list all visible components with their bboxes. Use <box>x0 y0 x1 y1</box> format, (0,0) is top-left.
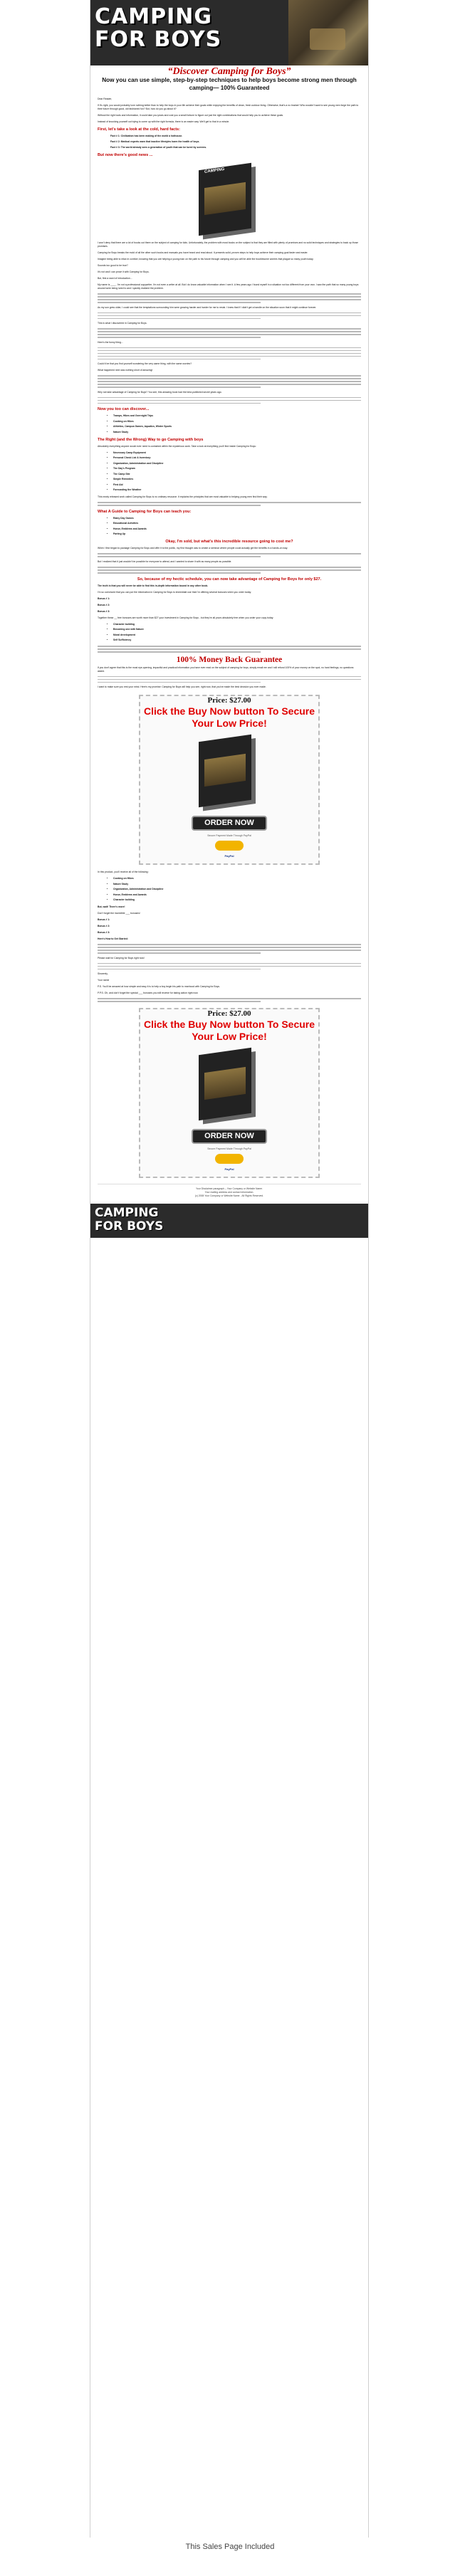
list-item: • Self Sufficiency <box>113 638 361 642</box>
paypal-badge <box>215 1154 244 1164</box>
closing-paragraph-5: Please wait for Camping for Boys right now! <box>98 956 145 960</box>
list-item: • Honor, Emblems and Awards <box>113 893 361 897</box>
story-paragraph-4: Here's the funny thing... <box>98 340 123 344</box>
cost-paragraph-1: When I first began to package Camping for Boys and offer it to the public, my first thought was to create a seminar where people could actually get the benefits in a hands-on way. <box>98 547 288 550</box>
contents-list <box>113 451 361 493</box>
order-cta: Click the Buy Now button To Secure Your Low Price! <box>143 705 315 730</box>
body-text-block <box>98 553 361 557</box>
order-price: Price: $27.00 <box>207 696 251 705</box>
body-text-block <box>98 502 361 506</box>
bonus-3: Bonus # 3: <box>98 609 110 613</box>
guarantee-heading: 100% Money Back Guarantee <box>176 655 283 664</box>
fact-2: Fact # 2: Medical experts warn that inactive lifestyles harm the health of boys. <box>110 140 200 143</box>
fact-3: Fact # 3: The world already sees a generation of youth that can be lured by screens. <box>110 146 207 149</box>
list-item: • Becoming one with Nature <box>113 628 361 631</box>
body-text-block <box>98 328 361 338</box>
secure-payment-text: Secure Payment Made Through PayPal <box>207 1147 251 1150</box>
guide-heading: What A Guide to Camping for Boys can teach you: <box>98 509 192 514</box>
list-item: • The Camp Site <box>113 473 361 476</box>
good-news-paragraph-4: Sounds too good to be true? <box>98 264 128 267</box>
bonus-1: Bonus # 1: <box>98 596 110 600</box>
list-item: • Athletics, Campus Games, Aquatics, Winter Sports <box>113 425 361 429</box>
site-logo <box>95 6 221 51</box>
body-text-block <box>98 567 361 574</box>
facts-heading: First, let's take a look at the cold, hard facts: <box>98 127 180 132</box>
discover-heading: Now you too can discover... <box>98 407 150 412</box>
story-paragraph-6: What happened next was nothing short of amazing! <box>98 369 153 372</box>
paypal-badge <box>215 841 244 851</box>
list-item: • Cooking on Hikes <box>113 877 361 880</box>
sales-page <box>90 0 369 2538</box>
story-paragraph-1: My name is ____. I'm not a professional copywriter. I'm not even a writer at all. But I do know valuable information when I see it. A few years ago I found myself in a situation not too different from your own. I saw the path that so many young boys around were being lured to and I quickly realized the problem. <box>98 283 359 290</box>
story-paragraph-3: This is what I discovered in Camping for Boys. <box>98 322 147 325</box>
good-news-heading: But now there's good news ... <box>98 153 153 157</box>
order-price: Price: $27.00 <box>207 1009 251 1018</box>
page-caption: This Sales Page Included <box>185 2543 275 2551</box>
signature-name: Your name <box>98 979 110 982</box>
logo-line-1: CAMPING <box>95 4 212 29</box>
list-item: • Cooking on Hikes <box>113 420 361 424</box>
good-news-paragraph-3: Imagine being able to relax in comfort, knowing that you are helping a young man on the path to his future through camping and you will be able the troublesome worries that plague so many youth today. <box>98 258 314 261</box>
book-cover <box>199 735 251 807</box>
list-item: • Parting Up <box>113 532 361 536</box>
story-paragraph-2: As my son grew older, I could see that the temptations surrounding him were growing harder and harder for me to resist. I knew that if I didn't get a handle on the situation soon that it might continue forever. <box>98 305 317 309</box>
body-text-block <box>98 397 361 404</box>
body-text-block <box>98 646 361 653</box>
footer-line-2: Your mailing address and contact information. <box>204 1190 254 1194</box>
list-item: • Rainy Day Games <box>113 517 361 520</box>
greeting: Dear Reader, <box>98 98 113 100</box>
intro-paragraph-3: Instead of knocking yourself out trying to come up with the right formula, there is an easier way. We'll get to that in a minute. <box>98 120 230 123</box>
list-item: • The Day's Program <box>113 467 361 470</box>
footer <box>98 1184 361 1198</box>
right-tool-heading: The Right (and the Wrong) Way to go Camping with boys <box>98 437 204 442</box>
secure-payment-text: Secure Payment Made Through PayPal <box>207 834 251 838</box>
body-text-block <box>98 347 361 360</box>
list-item: • Organization, Administration and Discipline <box>113 888 361 891</box>
story-paragraph-5: Could it be that you find yourself wondering the very same thing, with the same worries? <box>98 362 192 366</box>
list-item: • Tramps, Hikes and Overnight Trips <box>113 414 361 418</box>
footer-line-3: (c) 2008 Your Company or Website Name - All Rights Reserved. <box>194 1194 264 1197</box>
footer-line-1: Your Disclaimer paragraph – Your Company or Website Name. <box>195 1187 263 1190</box>
headline: “Discover Camping for Boys” <box>167 66 291 77</box>
closing-bonus-1: Bonus # 1: <box>98 918 110 922</box>
list-item: • Educational Activities <box>113 522 361 525</box>
list-item: • First Aid <box>113 483 361 487</box>
bonus-2: Bonus # 2: <box>98 603 110 606</box>
list-item: • Simple Remedies <box>113 478 361 481</box>
body-text-block <box>98 676 361 683</box>
closing-paragraph-1: In this product, you'll receive all of the following: <box>98 871 149 874</box>
closing-paragraph-4: Here's How to Get Started: <box>98 937 128 941</box>
body-text-block <box>98 293 361 303</box>
post-postscript: P.P.S. Oh, and don't forget the special ___ bonuses you will receive for taking action right now. <box>98 992 199 995</box>
paypal-label: PayPal <box>224 854 234 858</box>
guarantee-paragraph-1: If you don't agree that this is the most eye-opening, impactful and practical information you have ever read on the subject of camping for boys, simply email me and I will refund 100% of your money on the spot, no hard feelings, no questions asked. <box>98 666 354 673</box>
good-news-paragraph-6: But, first a word of introduction... <box>98 277 132 280</box>
logo-line-2: FOR BOYS <box>95 27 222 52</box>
order-book-image <box>183 1047 276 1122</box>
list-item: • Necessary Camp Equipment <box>113 451 361 455</box>
discover-list <box>113 414 361 434</box>
header-photo <box>288 0 368 65</box>
fact-1: Fact # 1: Civilization has been making of the world a hothouse. <box>110 135 183 137</box>
price-statement: So, because of my hectic schedule, you can now take advantage of Camping for Boys for only $27. <box>137 577 322 582</box>
footer-banner <box>90 1204 368 1238</box>
cost-heading: Okay, I'm sold, but what's this incredible resource going to cost me? <box>165 540 293 545</box>
guarantee-paragraph-2: I want to make sure you rest your mind. Here's my promise: Camping for Boys will help you see, right now, that you've made the best decision you ever made. <box>98 685 266 689</box>
cost-paragraph-5: I'm so convinced that you can put the information in Camping for Boys to immediate use that I'm offering several bonuses when you order today: <box>98 590 252 594</box>
list-item: • Personal Check List & Inventory: <box>113 456 361 460</box>
list-item: • Nature Study <box>113 883 361 886</box>
good-news-paragraph-1: I won't deny that there are a lot of books out there on the subject of camping for kids. Unfortunately, the problem with most books on the subject is that they are filled with plenty of promises and no solid techniques and strategies to back up those promises. <box>98 241 359 248</box>
intro-paragraph-2: Without the right tools and information, it could take you years and cost you a small fortune to figure out just the right combinations that would help you to achieve these goals. <box>98 114 284 117</box>
list-item: • Nature Study <box>113 431 361 434</box>
body-text-block <box>98 998 361 1002</box>
body-text-block <box>98 375 361 388</box>
book-cover <box>199 1048 251 1120</box>
closing-list <box>113 877 361 902</box>
list-item: • Character building <box>113 623 361 626</box>
closing-bonus-3: Bonus # 3: <box>98 931 110 935</box>
order-box <box>139 695 320 865</box>
body-text-block <box>98 944 361 954</box>
signoff: Sincerely, <box>98 972 108 976</box>
subheadline: Now you can use simple, step-by-step techniques to help boys become strong men through camping— 100% Guaranteed <box>102 77 357 91</box>
ebook-cover-image <box>183 162 276 237</box>
good-news-paragraph-5: It's not and I can prove it with Camping for Boys. <box>98 270 150 273</box>
order-box-2 <box>139 1008 320 1178</box>
list-item: • Honor, Emblems and Awards <box>113 527 361 531</box>
book-cover-title: CAMPING <box>204 167 225 174</box>
list-item: • Forecasting the Weather <box>113 488 361 492</box>
postscript: P.S. You'll be amazed at how simple and easy it is to help a boy begin his path to manhood with Camping for Boys. <box>98 985 220 989</box>
list-item: • Character building <box>113 898 361 902</box>
right-tool-paragraph-2: This newly released work called Camping for Boys is no ordinary resource. It explains the principles that are most valuable to helping young men find their way. <box>98 495 268 499</box>
closing-paragraph-2: But, wait! There's more! <box>98 905 125 909</box>
list-item: • Moral development <box>113 634 361 637</box>
good-news-paragraph-2: Camping for Boys breaks the mold of all the other such books and manuals you have heard and read about. It presents solid, proven steps to help boys achieve their camping goal faster and easier. <box>98 251 308 254</box>
list-item: • Organization, Administration and Discipline <box>113 462 361 466</box>
order-now-button-2[interactable]: ORDER NOW <box>192 1129 267 1144</box>
order-cta: Click the Buy Now button To Secure Your Low Price! <box>143 1018 315 1042</box>
paypal-label: PayPal <box>224 1167 234 1171</box>
header-banner <box>90 0 368 65</box>
body-text-block <box>98 963 361 970</box>
cost-paragraph-6: Together these __ free bonuses are worth more than $27 your investment in Camping for Boys - but they're all yours absolutely free when you order your copy today. <box>98 616 274 619</box>
closing-paragraph-3: Don't forget the incredible ___ bonuses! <box>98 912 140 915</box>
cost-paragraph-2: But I realized that it just wouldn't be possible for everyone to attend, and I wanted to share it with as many people as possible. <box>98 559 232 563</box>
right-tool-paragraph-1: Absolutely everything anyone would ever need is contained within the mysterious work. Take a look at everything you'll find inside Camping for Boys: <box>98 444 256 448</box>
body-text-block <box>98 312 361 320</box>
order-book-image <box>183 734 276 809</box>
closing-bonus-2: Bonus # 2: <box>98 925 110 928</box>
main-content <box>90 66 368 1198</box>
footer-logo <box>95 1206 163 1234</box>
footer-logo-line-2: FOR BOYS <box>95 1219 164 1234</box>
guide-list <box>113 517 361 537</box>
order-now-button[interactable]: ORDER NOW <box>192 816 267 831</box>
intro-paragraph-1: If it's right, you would probably love nothing better than to help the boys in your life achieve their goals while enjoying the benefits of clean, fresh outdoor living. Otherwise, that's a no brainer! Who wouldn't want to see young men forge the path to their future through good, old fashioned fun? But, how do you go about it? <box>98 104 359 110</box>
footer-logo-line-1: CAMPING <box>95 1205 159 1220</box>
story-paragraph-7: Why not take advantage of Camping for Boys? You see, this amazing book had the best-published secret years ago. <box>98 390 222 394</box>
cost-paragraph-4: The truth is that you will never be able to find this in-depth information bound in any other book. <box>98 584 209 587</box>
bonus-topics-list <box>113 623 361 643</box>
